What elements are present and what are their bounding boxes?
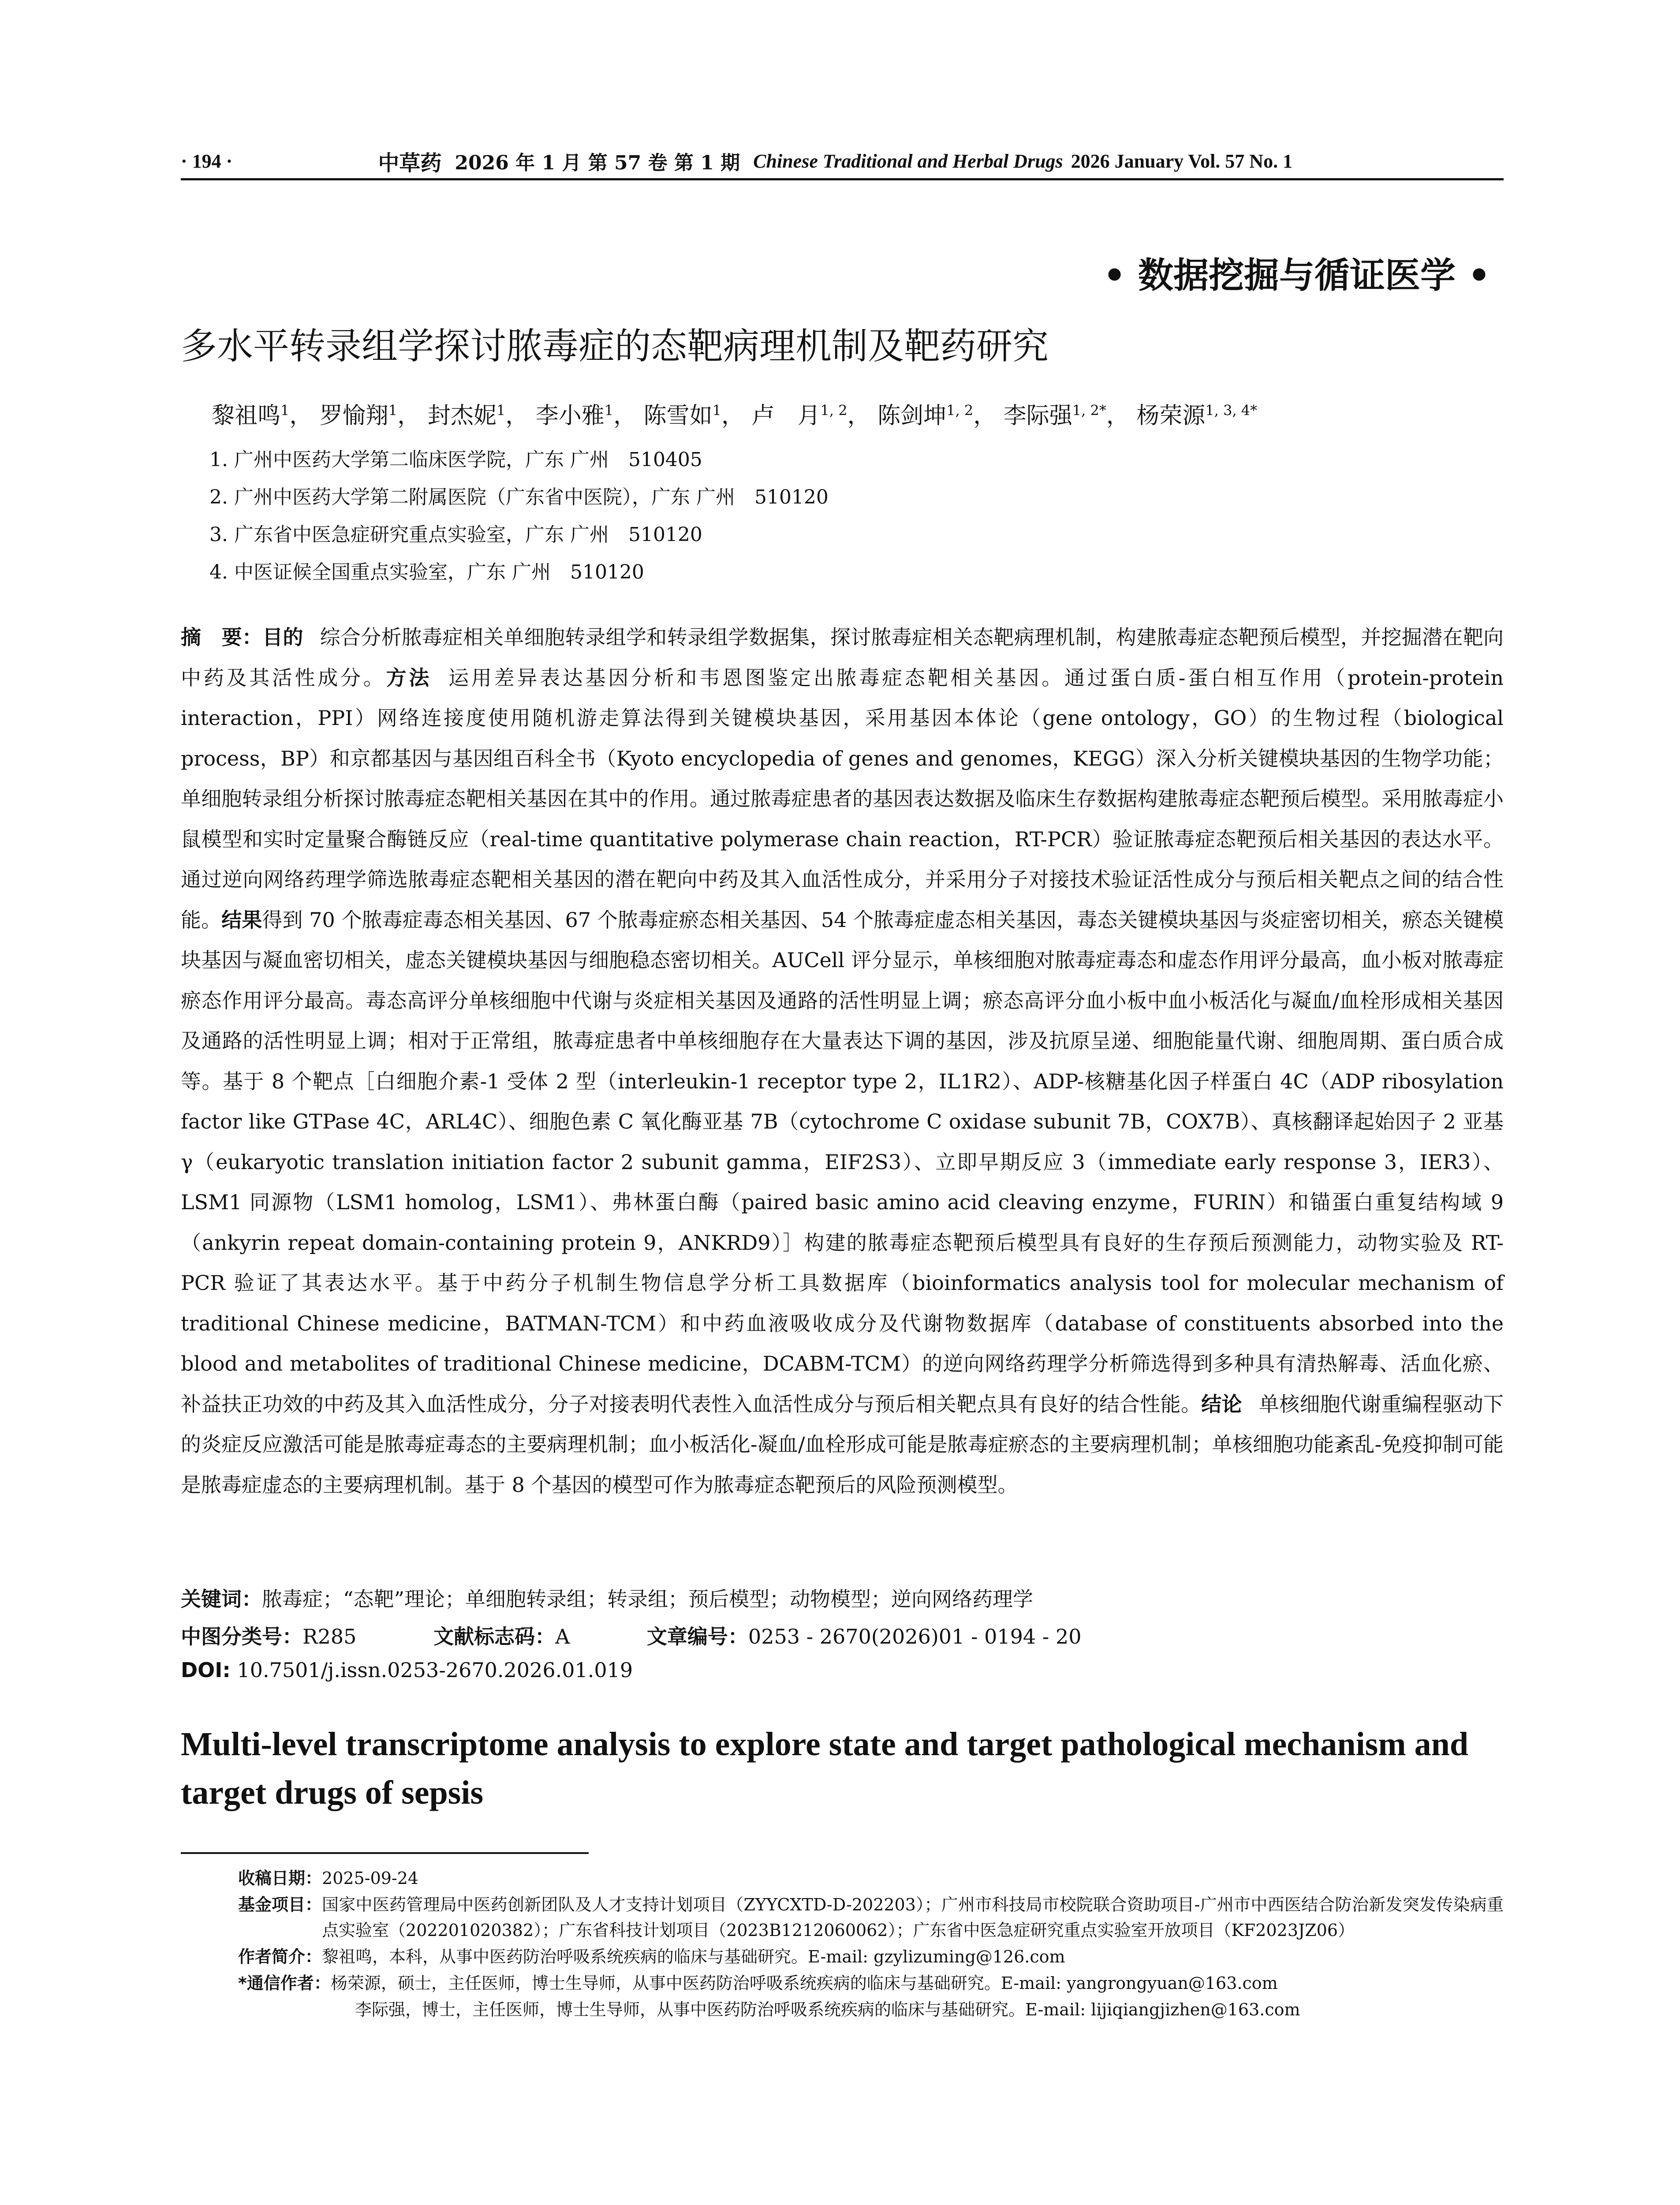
author-affiliation-mark: 1 — [712, 402, 721, 419]
page-number: · 194 · — [181, 150, 233, 172]
author-affiliation-mark: 1 — [388, 402, 398, 419]
methods-text: 运用差异表达基因分析和韦恩图鉴定出脓毒症态靶相关基因。通过蛋白质-蛋白相互作用（protein-protein interaction，PPI）网络连接度使用随机游走算法得到关键模块基因，采用基因本体论（gene ontology，GO）的生物过程（biological process，BP）和京都基因与基因组百科全书（Kyoto encyclopedia of genes and genomes，KEGG）深入分析关键模块基因的生物学功能；单细胞转录组分析探讨脓毒症态靶相关基因在其中的作用。通过脓毒症患者的基因表达数据及临床生存数据构建脓毒症态靶预后模型。采用脓毒症小鼠模型和实时定量聚合酶链反应（real-time quantitative polymerase chain reaction，RT-PCR）验证脓毒症态靶预后相关基因的表达水平。通过逆向网络药理学筛选脓毒症态靶相关基因的潜在靶向中药及其入血活性成分，并采用分子对接技术验证活性成分与预后相关靶点之间的结合性能。 — [181, 665, 1504, 932]
author: 黎祖鸣 — [212, 403, 281, 429]
clc-number — [181, 1625, 356, 1648]
bio-label: 作者简介： — [238, 1947, 322, 1966]
author: 李小雅 — [535, 403, 605, 429]
fund-text: 国家中医药管理局中医药创新团队及人才支持计划项目（ZYYCXTD-D-202203）；广州市科技局市校院联合资助项目-广州市中西医结合防治新发突发传染病重点实验室（202201020382）；广东省科技计划项目（2023B1212060062）；广东省中医急症研究重点实验室开放项目（KF2023JZ06） — [322, 1895, 1504, 1940]
affiliation: 1. 广州中医药大学第二临床医学院，广东 广州 510405 — [209, 448, 702, 471]
abstract — [181, 617, 1504, 1505]
column-name: • 数据挖掘与循证医学 • — [1103, 254, 1490, 296]
author: 李际强 — [1003, 403, 1072, 429]
corresponding-author-1: 杨荣源，硕士，主任医师，博士生导师，从事中医药防治呼吸系统疾病的临床与基础研究。E-mail: yangrongyuan@163.com — [330, 1973, 1278, 1993]
running-header — [181, 146, 1504, 176]
author-list: 黎祖鸣$^1$， 罗愉翔$^1$， 封杰妮$^1$， 李小雅$^1$， 陈雪如$^1$， 卢 月$^{1, 2}$， 陈剑坤$^{1, 2}$， 李际强$^{1, 2*}$， 杨荣源$^{1, 3, 4*}$ — [212, 402, 1258, 429]
author: 陈剑坤 — [877, 403, 947, 429]
footnote-received — [238, 1865, 1504, 1891]
affiliation-list — [209, 441, 1488, 591]
journal-name-cn: 中草药 — [378, 150, 442, 176]
author-affiliation-mark: 1, 3, 4* — [1205, 402, 1258, 419]
article-title-en: Multi-level transcriptome analysis to explore state and target pathological mechanism and target drugs of sepsis — [181, 1726, 1469, 1811]
author: 卢 月 — [751, 403, 821, 429]
journal-name-en: Chinese Traditional and Herbal Drugs — [753, 150, 1063, 172]
fund-label: 基金项目： — [238, 1895, 322, 1914]
affiliation: 4. 中医证候全国重点实验室，广东 广州 510120 — [209, 561, 644, 583]
footnote-corresponding-2 — [238, 1997, 1504, 2022]
author-affiliation-mark: 1, 2 — [820, 402, 847, 419]
author-affiliation-mark: 1 — [496, 402, 506, 419]
author: 陈雪如 — [643, 403, 713, 429]
author: 杨荣源 — [1136, 403, 1206, 429]
author-affiliation-mark: 1 — [604, 402, 614, 419]
footnotes — [238, 1865, 1504, 2023]
doi-label: DOI: — [181, 1658, 231, 1682]
classification-line — [181, 1621, 1504, 1650]
author-affiliation-mark: 1, 2* — [1072, 402, 1106, 419]
doi-line — [181, 1658, 1504, 1682]
abstract-label: 摘 要： — [181, 625, 263, 649]
clc-label: 中图分类号： — [181, 1625, 302, 1648]
issue-info-cn: 2026 年 1 月 第 57 卷 第 1 期 — [455, 152, 740, 174]
footnote-rule — [181, 1852, 589, 1854]
author: 罗愉翔 — [319, 403, 388, 429]
author-affiliation-mark: 1, 2 — [946, 402, 974, 419]
footnote-bio — [238, 1944, 1504, 1970]
article-number — [647, 1625, 1082, 1648]
article-number-value: 0253 - 2670(2026)01 - 0194 - 20 — [748, 1625, 1082, 1648]
author: 封杰妮 — [427, 403, 497, 429]
methods-label: 方法 — [386, 665, 432, 690]
article-title-cn: 多水平转录组学探讨脓毒症的态靶病理机制及靶药研究 — [181, 325, 1049, 367]
results-label: 结果 — [221, 908, 262, 932]
article-number-label: 文章编号： — [646, 1625, 748, 1648]
doc-code — [433, 1625, 570, 1648]
footnote-corresponding — [238, 1970, 1504, 1996]
footnote-fund — [238, 1892, 1504, 1943]
affiliation: 2. 广州中医药大学第二附属医院（广东省中医院），广东 广州 510120 — [209, 486, 829, 508]
bio-text: 黎祖鸣，本科，从事中医药防治呼吸系统疾病的临床与基础研究。E-mail: gzylizuming@126.com — [322, 1947, 1065, 1966]
results-text: 得到 70 个脓毒症毒态相关基因、67 个脓毒症瘀态相关基因、54 个脓毒症虚态相关基因，毒态关键模块基因与炎症密切相关，瘀态关键模块基因与凝血密切相关，虚态关键模块基因与细胞稳态密切相关。AUCell 评分显示，单核细胞对脓毒症毒态和虚态作用评分最高，血小板对脓毒症瘀态作用评分最高。毒态高评分单核细胞中代谢与炎症相关基因及通路的活性明显上调；瘀态高评分血小板中血小板活化与凝血/血栓形成相关基因及通路的活性明显上调；相对于正常组，脓毒症患者中单核细胞存在大量表达下调的基因，涉及抗原呈递、细胞能量代谢、细胞周期、蛋白质合成等。基于 8 个靶点［白细胞介素-1 受体 2 型（interleukin-1 receptor type 2，IL1R2）、ADP-核糖基化因子样蛋白 4C（ADP ribosylation factor like GTPase 4C，ARL4C）、细胞色素 C 氧化酶亚基 7B（cytochrome C oxidase subunit 7B，COX7B）、真核翻译起始因子 2 亚基 γ（eukaryotic translation initiation factor 2 subunit gamma，EIF2S3）、立即早期反应 3（immediate early response 3，IER3）、LSM1 同源物（LSM1 homolog，LSM1）、弗林蛋白酶（paired basic amino acid cleaving enzyme，FURIN）和锚蛋白重复结构域 9（ankyrin repeat domain-containing protein 9，ANKRD9）］构建的脓毒症态靶预后模型具有良好的生存预后预测能力，动物实验及 RT-PCR 验证了其表达水平。基于中药分子机制生物信息学分析工具数据库（bioinformatics analysis tool for molecular mechanism of traditional Chinese medicine，BATMAN-TCM）和中药血液吸收成分及代谢物数据库（database of constituents absorbed into the blood and metabolites of traditional Chinese medicine，DCABM-TCM）的逆向网络药理学分析筛选得到多种具有清热解毒、活血化瘀、补益扶正功效的中药及其入血活性成分，分子对接表明代表性入血活性成分与预后相关靶点具有良好的结合性能。 — [181, 908, 1504, 1416]
doc-code-value: A — [555, 1625, 570, 1648]
keywords — [181, 1583, 1504, 1612]
header-rule — [181, 178, 1504, 180]
keywords-text: 脓毒症；“态靶”理论；单细胞转录组；转录组；预后模型；动物模型；逆向网络药理学 — [262, 1587, 1034, 1611]
author-affiliation-mark: 1 — [280, 402, 290, 419]
objective-text: 综合分析脓毒症相关单细胞转录组学和转录组学数据集，探讨脓毒症相关态靶病理机制，构建脓毒症态靶预后模型，并挖掘潜在靶向中药及其活性成分。 — [181, 625, 1504, 690]
affiliation: 3. 广东省中医急症研究重点实验室，广东 广州 510120 — [209, 523, 702, 546]
received-label: 收稿日期： — [238, 1869, 322, 1888]
received-date: 2025-09-24 — [322, 1869, 419, 1888]
doc-code-label: 文献标志码： — [433, 1625, 556, 1648]
conclusion-label: 结论 — [1201, 1392, 1242, 1416]
doi-value: 10.7501/j.issn.0253-2670.2026.01.019 — [237, 1658, 633, 1682]
objective-label: 目的 — [262, 625, 303, 649]
corresponding-author-2: 李际强，博士，主任医师，博士生导师，从事中医药防治呼吸系统疾病的临床与基础研究。E-mail: lijiqiangjizhen@163.com — [355, 2000, 1300, 2019]
clc-value: R285 — [302, 1625, 357, 1648]
keywords-label: 关键词： — [181, 1587, 262, 1611]
issue-info-en: 2026 January Vol. 57 No. 1 — [1071, 150, 1293, 172]
conclusion-text: 单核细胞代谢重编程驱动下的炎症反应激活可能是脓毒症毒态的主要病理机制；血小板活化-凝血/血栓形成可能是脓毒症瘀态的主要病理机制；单核细胞功能紊乱-免疫抑制可能是脓毒症虚态的主要病理机制。基于 8 个基因的模型可作为脓毒症态靶预后的风险预测模型。 — [181, 1392, 1504, 1497]
corresponding-label: *通信作者： — [238, 1973, 331, 1993]
